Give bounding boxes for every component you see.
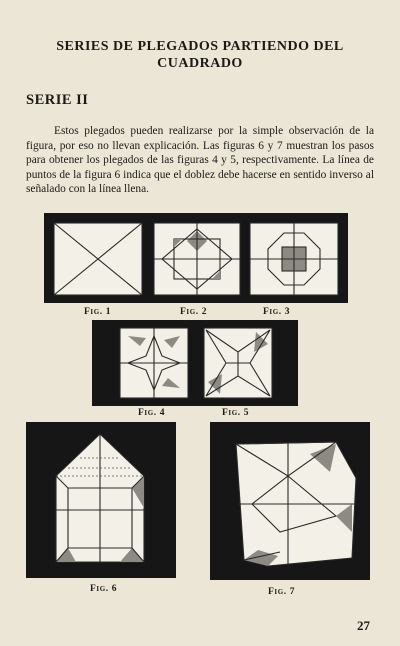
caption-fig-2: Fig. 2 — [180, 307, 208, 317]
caption-fig-4: Fig. 4 — [138, 408, 166, 418]
chapter-heading-line-2: CUADRADO — [157, 56, 243, 71]
fig-2-illustration — [152, 221, 242, 297]
fig-5-illustration — [202, 326, 274, 400]
caption-fig-5: Fig. 5 — [222, 408, 250, 418]
fig-3-illustration — [248, 221, 340, 297]
caption-fig-3: Fig. 3 — [263, 307, 291, 317]
fig-4-illustration — [118, 326, 190, 400]
body-paragraph: Estos plegados pueden realizarse por la simple observación de la figura, por eso no llevan explicación. Las figuras 6 y 7 muestran los pasos para obtener los plegados de las figuras 4 y 5, respectivamente. La línea de puntos de la figura 6 indica que el doblez debe hacerse en sentido inverso al señalado con la línea llena. — [26, 125, 374, 196]
caption-fig-1: Fig. 1 — [84, 307, 112, 317]
section-title: SERIE II — [26, 92, 89, 108]
figure-strip-4-5 — [92, 320, 298, 406]
fig-7-illustration — [218, 432, 364, 574]
figure-strip-1-3 — [44, 213, 348, 303]
figure-panel-6 — [26, 422, 176, 578]
page-number: 27 — [357, 618, 370, 633]
fig-1-illustration — [52, 221, 144, 297]
chapter-heading-line-1: SERIES DE PLEGADOS PARTIENDO DEL — [56, 39, 344, 54]
caption-fig-6: Fig. 6 — [90, 584, 118, 594]
fig-6-illustration — [36, 430, 166, 570]
chapter-heading — [20, 38, 380, 72]
figure-panel-7 — [210, 422, 370, 580]
caption-fig-7: Fig. 7 — [268, 587, 296, 597]
